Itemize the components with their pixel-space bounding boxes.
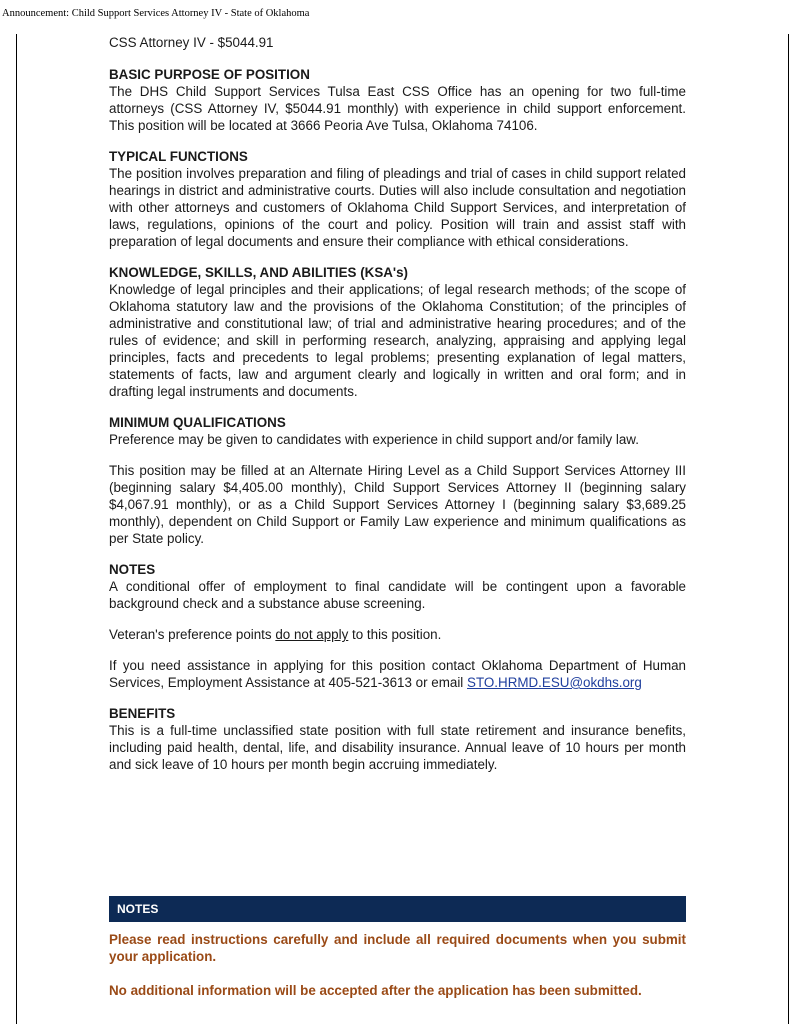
veteran-text-before: Veteran's preference points <box>109 627 276 642</box>
section-text: The position involves preparation and filing of pleadings and trial of cases in child support related hearings in district and administrative courts. Duties will also include consultation and negotiation with other attorneys and customers of Oklahoma Child Support Services, and interpretation of laws, regulations, opinions of the court and policy. Position will train and assist staff with preparation of legal documents and ensure their compliance with ethical considerations. <box>109 166 686 249</box>
minimum-qualifications-section <box>109 414 686 547</box>
email-link[interactable]: STO.HRMD.ESU@okdhs.org <box>467 675 642 690</box>
section-text: Knowledge of legal principles and their applications; of legal research methods; of the scope of Oklahoma statutory law and the provisions of the Oklahoma Constitution; of the principles of administrative and constitutional law; of trial and administrative hearing procedures; and of the rules of evidence; and skill in performing research, analyzing, appraising and applying legal principles, facts and precedents to legal problems; presenting explanation of legal matters, statements of facts, law and argument clearly and logically in written and oral form; and in drafting legal instruments and documents. <box>109 282 686 399</box>
salary-line: CSS Attorney IV - $5044.91 <box>109 35 274 50</box>
page-header-title: Announcement: Child Support Services Attorney IV - State of Oklahoma <box>2 8 310 19</box>
notes-warning-line: No additional information will be accepted after the application has been submitted. <box>109 983 642 998</box>
notes-instruction-line: Please read instructions carefully and include all required documents when you submit your application. <box>109 932 686 964</box>
section-heading: BASIC PURPOSE OF POSITION <box>109 67 310 82</box>
section-heading: KNOWLEDGE, SKILLS, AND ABILITIES (KSA's) <box>109 265 409 280</box>
section-text: The DHS Child Support Services Tulsa East CSS Office has an opening for two full-time attorneys (CSS Attorney IV, $5044.91 monthly) with experience in child support enforcement. This position will be located at 3666 Peoria Ave Tulsa, Oklahoma 74106. <box>109 84 686 133</box>
section-heading: NOTES <box>109 562 156 577</box>
typical-functions-section <box>109 148 686 250</box>
veteran-text-after: to this position. <box>348 627 442 642</box>
announcement-body <box>109 34 686 787</box>
assistance-text <box>109 657 686 691</box>
right-border-rule <box>788 34 789 1024</box>
section-text: This is a full-time unclassified state position with full state retirement and insurance benefits, including paid health, dental, life, and disability insurance. Annual leave of 10 hours per month and sick leave of 10 hours per month begin accruing immediately. <box>109 723 686 772</box>
ksa-section <box>109 264 686 400</box>
section-text: A conditional offer of employment to final candidate will be contingent upon a favorable background check and a substance abuse screening. <box>109 579 686 611</box>
notes-header-bar: NOTES <box>109 896 686 922</box>
basic-purpose-section <box>109 66 686 134</box>
section-heading: BENEFITS <box>109 706 176 721</box>
veteran-preference-text <box>109 626 686 643</box>
notes-callout <box>109 896 686 999</box>
left-border-rule <box>16 34 17 1024</box>
benefits-section <box>109 705 686 773</box>
section-text: This position may be filled at an Alternate Hiring Level as a Child Support Services Attorney III (beginning salary $4,405.00 monthly), Child Support Services Attorney II (beginning salary $4,067.91 monthly), or as a Child Support Services Attorney I (beginning salary $3,689.25 monthly), dependent on Child Support or Family Law experience and minimum qualifications as per State policy. <box>109 463 686 546</box>
veteran-text-underlined: do not apply <box>275 627 349 642</box>
section-heading: MINIMUM QUALIFICATIONS <box>109 415 286 430</box>
assistance-text-body: If you need assistance in applying for this position contact Oklahoma Department of Human Services, Employment Assistance at 405-521-3613 or email <box>109 658 686 690</box>
notes-section <box>109 561 686 691</box>
section-heading: TYPICAL FUNCTIONS <box>109 149 248 164</box>
section-text: Preference may be given to candidates with experience in child support and/or family law. <box>109 432 639 447</box>
